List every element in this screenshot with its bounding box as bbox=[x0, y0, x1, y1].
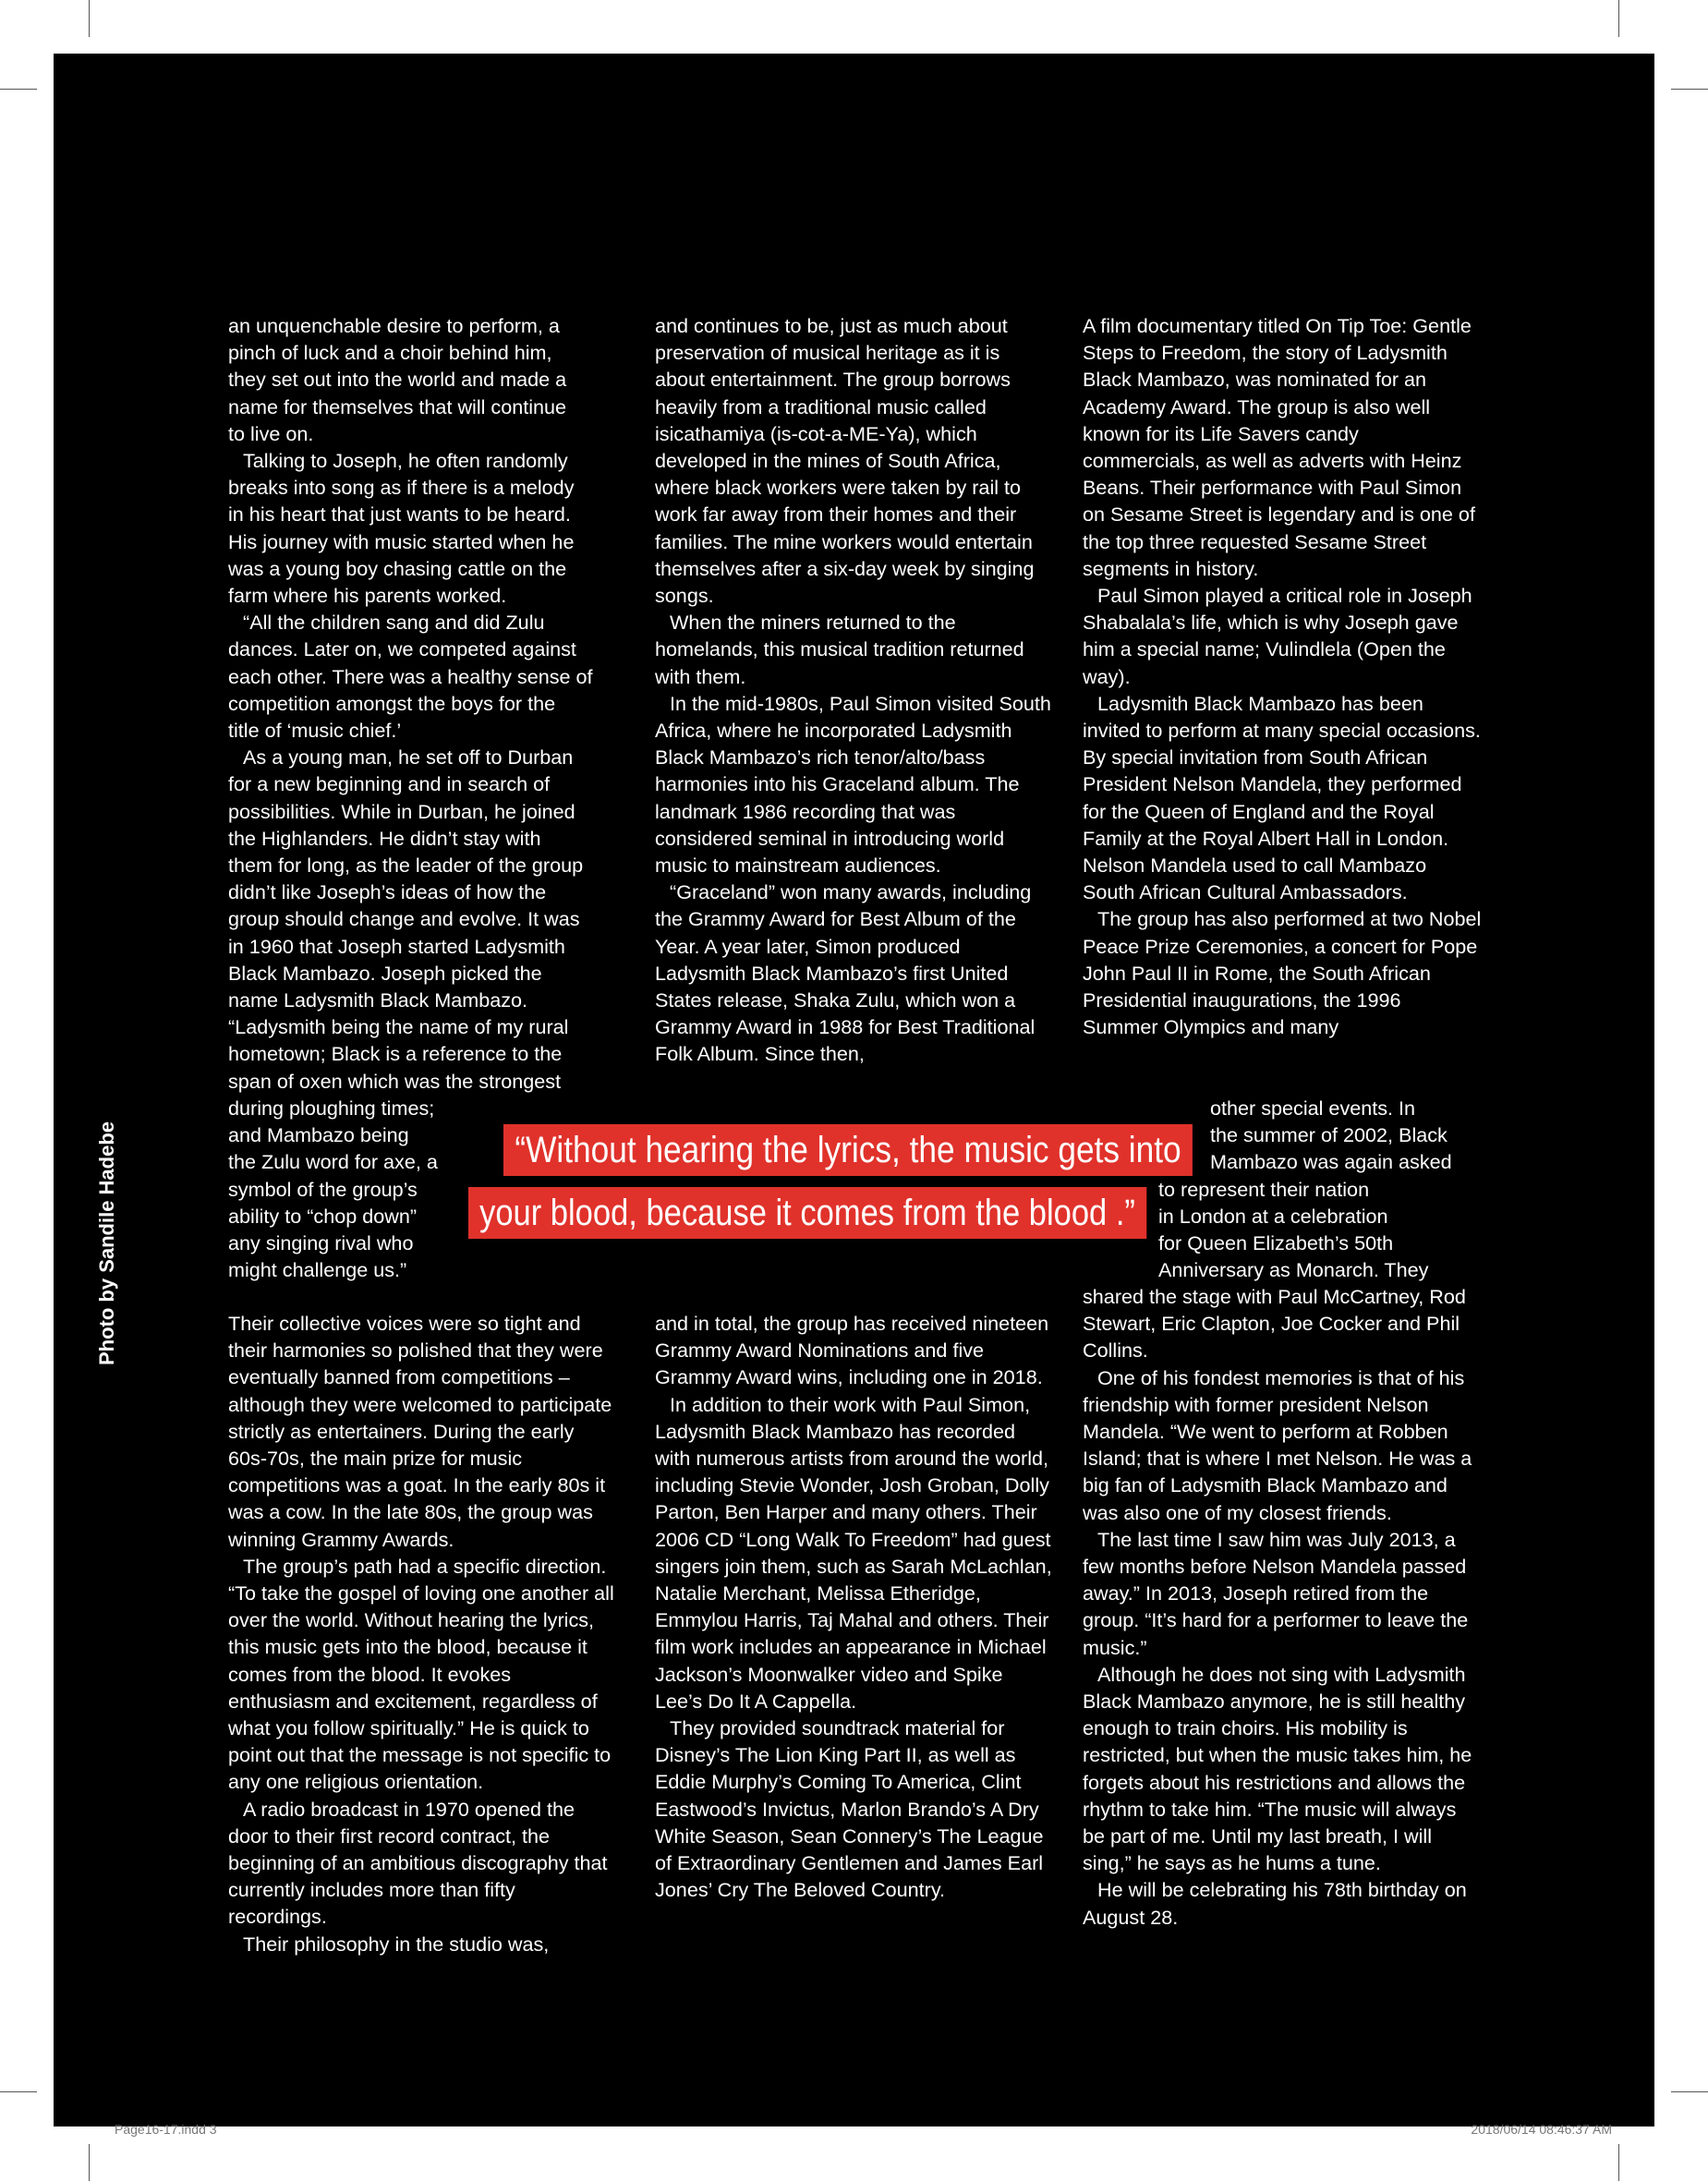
crop-mark bbox=[1618, 0, 1619, 37]
text-line: ability to “chop down” bbox=[228, 1204, 418, 1228]
text-line: to live on. bbox=[228, 421, 314, 445]
paragraph: and in total, the group has received nineteen Grammy Award Nominations and five Grammy Award wins, including one in 2018. bbox=[655, 1312, 1049, 1389]
paragraph: “Graceland” won many awards, including the Grammy Award for Best Album of the Year. A year later, Simon produced Ladysmith Black Mambazo’s first United States release, Shaka Zulu, which won a Grammy Award in 1988 for Best Traditional Folk Album. Since then, bbox=[655, 880, 1036, 1066]
paragraph: Ladysmith Black Mambazo has been invited to perform at many special occasions. By special invitation from South African President Nelson Mandela, they performed for the Queen of England and the Royal Family at the Royal Albert Hall in London. Nelson Mandela used to call Mambazo South African Cultural Ambassadors. bbox=[1083, 691, 1481, 904]
column-3-top bbox=[1083, 312, 1482, 1040]
text-line: “Ladysmith being the name of my rural bbox=[228, 1015, 569, 1039]
text-line: any singing rival who bbox=[228, 1230, 414, 1254]
article-column-3-wrap bbox=[1158, 1095, 1491, 1283]
text-line: the summer of 2002, Black bbox=[1210, 1123, 1448, 1147]
column-2-top bbox=[655, 312, 1054, 1068]
text-line: symbol of the group’s bbox=[228, 1177, 418, 1201]
text-line: name for themselves that will continue bbox=[228, 394, 567, 418]
text-line: Black Mambazo. Joseph picked the bbox=[228, 961, 542, 985]
paragraph: He will be celebrating his 78th birthday on August 28. bbox=[1083, 1878, 1467, 1929]
paragraph: Although he does not sing with Ladysmith Black Mambazo anymore, he is still healthy enough to train choirs. His mobility is restricted, but when the music takes him, he forgets about his restrictions and allows the rhythm to take him. “The music will always be part of me. Until my last breath, I will sing,” he says as he hums a tune. bbox=[1083, 1662, 1472, 1875]
text-line: to represent their nation bbox=[1158, 1177, 1370, 1201]
text-line: in London at a celebration bbox=[1158, 1204, 1388, 1228]
text-line: the Zulu word for axe, a bbox=[228, 1150, 438, 1174]
paragraph: The last time I saw him was July 2013, a few months before Nelson Mandela passed away.” In 2013, Joseph retired from the group. “It’s hard for a performer to leave the music.” bbox=[1083, 1527, 1469, 1659]
paragraph: In the mid-1980s, Paul Simon visited South Africa, where he incorporated Ladysmith Black Mambazo’s rich tenor/alto/bass harmonies into his Graceland album. The landmark 1986 recording that was considered seminal in introducing world music to mainstream audiences. bbox=[655, 691, 1051, 878]
column-1-bottom bbox=[228, 1310, 616, 1957]
text-line: in his heart that just wants to be heard. bbox=[228, 503, 571, 527]
crop-mark bbox=[1618, 2144, 1619, 2181]
pull-quote-line-1 bbox=[503, 1124, 1193, 1176]
paragraph: In addition to their work with Paul Simon, Ladysmith Black Mambazo has recorded with numerous artists from around the world, including Stevie Wonder, Josh Groban, Dolly Parton, Ben Harper and many others. Their 2006 CD “Long Walk To Freedom” had guest singers join them, such as Sarah McLachlan, Natalie Merchant, Melissa Etheridge, Emmylou Harris, Taj Mahal and others. Their film work includes an appearance in Michael Jackson’s Moonwalker video and Spike Lee’s Do It A Cappella. bbox=[655, 1392, 1052, 1713]
text-line: might challenge us.” bbox=[228, 1258, 407, 1282]
text-line: and Mambazo being bbox=[228, 1123, 409, 1147]
paragraph: A radio broadcast in 1970 opened the door to their first record contract, the beginning of an ambitious discography that currently includes more than fifty recordings. bbox=[228, 1797, 608, 1929]
article-column-1-bottom bbox=[228, 1310, 616, 1957]
text-line: other special events. In bbox=[1210, 1097, 1416, 1120]
paragraph: When the miners returned to the homelands, this musical tradition returned with them. bbox=[655, 611, 1024, 688]
text-line: group should change and evolve. It was bbox=[228, 907, 580, 931]
text-line: for Queen Elizabeth’s 50th bbox=[1158, 1231, 1394, 1255]
paragraph: Their collective voices were so tight and their harmonies so polished that they were eventually banned from competitions – although they were welcomed to participate strictly as entertainers. During the early 60s-70s, the main prize for music competitions was a goat. In the early 80s it was a cow. In the late 80s, the group was winning Grammy Awards. bbox=[228, 1312, 612, 1551]
text-line: title of ‘music chief.’ bbox=[228, 719, 402, 743]
text-line: the Highlanders. He didn’t stay with bbox=[228, 826, 541, 850]
paragraph: Paul Simon played a critical role in Joseph Shabalala’s life, which is why Joseph gave him a special name; Vulindlela (Open the way). bbox=[1083, 584, 1472, 688]
text-line: His journey with music started when he bbox=[228, 529, 575, 553]
paragraph: and continues to be, just as much about preservation of musical heritage as it is about entertainment. The group borrows heavily from a traditional music called isicathamiya (is-cot-a-ME-Ya), which developed in the mines of South Africa, where black workers were taken by rail to work far away from their homes and their families. The mine workers would entertain themselves after a six-day week by singing songs. bbox=[655, 314, 1035, 608]
crop-mark bbox=[1671, 89, 1708, 90]
paragraph: A film documentary titled On Tip Toe: Gentle Steps to Freedom, the story of Ladysmith Black Mambazo, was nominated for an Academy Award. The group is also well known for its Life Savers candy commercials, as well as adverts with Heinz Beans. Their performance with Paul Simon on Sesame Street is legendary and is one of the top three requested Sesame Street segments in history. bbox=[1083, 314, 1475, 580]
article-column-3 bbox=[1083, 312, 1482, 1040]
crop-mark bbox=[0, 89, 37, 90]
text-line: “All the children sang and did Zulu bbox=[243, 611, 545, 635]
text-line: pinch of luck and a choir behind him, bbox=[228, 341, 552, 365]
text-line: Anniversary as Monarch. They bbox=[1158, 1258, 1429, 1282]
text-line: didn’t like Joseph’s ideas of how the bbox=[228, 880, 547, 904]
paragraph: The group’s path had a specific direction. “To take the gospel of loving one another all over the world. Without hearing the lyrics, this music gets into the blood, because it comes from the blood. It evokes enthusiasm and excitement, regardless of what you follow spiritually.” He is quick to point out that the message is not specific to any one religious orientation. bbox=[228, 1554, 614, 1794]
paragraph: Their philosophy in the studio was, bbox=[243, 1932, 550, 1956]
pull-quote-line-2 bbox=[468, 1187, 1146, 1239]
text-line: an unquenchable desire to perform, a bbox=[228, 314, 560, 337]
text-line: they set out into the world and made a bbox=[228, 368, 567, 392]
crop-mark bbox=[0, 2091, 37, 2092]
slug-timestamp: 2018/06/14 08:46:37 AM bbox=[1471, 2122, 1612, 2137]
paragraph: The group has also performed at two Nobel Peace Prize Ceremonies, a concert for Pope John Paul II in Rome, the South African Presidential inaugurations, the 1996 Summer Olympics and many bbox=[1083, 907, 1482, 1039]
paragraph: One of his fondest memories is that of his friendship with former president Nelson Mandela. “We went to perform at Robben Island; that is where I met Nelson. He was a big fan of Ladysmith Black Mambazo and was also one of my closest friends. bbox=[1083, 1365, 1472, 1524]
text-line: in 1960 that Joseph started Ladysmith bbox=[228, 934, 565, 958]
paragraph: They provided soundtrack material for Disney’s The Lion King Part II, as well as Eddie Murphy’s Coming To America, Clint Eastwood’s Invictus, Marlon Brando’s A Dry White Season, Sean Connery’s The League of Extraordinary Gentlemen and James Earl Jones’ Cry The Beloved Country. bbox=[655, 1716, 1044, 1902]
pull-quote-text-1: “Without hearing the lyrics, the music gets into bbox=[515, 1130, 1181, 1170]
text-line: each other. There was a healthy sense of bbox=[228, 664, 593, 688]
text-line: possibilities. While in Durban, he joined bbox=[228, 799, 575, 823]
text-line: dances. Later on, we competed against bbox=[228, 637, 576, 661]
crop-mark bbox=[89, 0, 90, 37]
text-line: hometown; Black is a reference to the bbox=[228, 1042, 563, 1066]
pull-quote-text-2: your blood, because it comes from the blood .” bbox=[479, 1193, 1135, 1233]
text-line: Mambazo was again asked bbox=[1210, 1150, 1452, 1174]
crop-mark bbox=[89, 2144, 90, 2181]
article-column-3-bottom bbox=[1083, 1283, 1482, 1931]
paragraph: shared the stage with Paul McCartney, Rod Stewart, Eric Clapton, Joe Cocker and Phil Collins. bbox=[1083, 1285, 1466, 1363]
text-line: span of oxen which was the strongest bbox=[228, 1069, 562, 1093]
slug-filename: Page16-17.indd 3 bbox=[115, 2122, 217, 2137]
text-line: during ploughing times; bbox=[228, 1096, 435, 1120]
text-line: As a young man, he set off to Durban bbox=[243, 745, 574, 769]
text-line: competition amongst the boys for the bbox=[228, 691, 556, 715]
text-line: farm where his parents worked. bbox=[228, 584, 507, 608]
text-line: name Ladysmith Black Mambazo. bbox=[228, 988, 528, 1012]
column-2-bottom bbox=[655, 1310, 1054, 1903]
crop-mark bbox=[1671, 2091, 1708, 2092]
text-line: them for long, as the leader of the group bbox=[228, 854, 584, 878]
article-column-2 bbox=[655, 312, 1054, 1068]
article-column-2-bottom bbox=[655, 1310, 1054, 1903]
column-3-bottom bbox=[1083, 1283, 1482, 1931]
column-3-wrap bbox=[1158, 1095, 1491, 1283]
text-line: for a new beginning and in search of bbox=[228, 772, 551, 796]
photo-credit: Photo by Sandile Hadebe bbox=[95, 1121, 118, 1366]
text-line: was a young boy chasing cattle on the bbox=[228, 556, 567, 580]
text-line: Talking to Joseph, he often randomly bbox=[243, 449, 568, 473]
text-line: breaks into song as if there is a melody bbox=[228, 476, 575, 500]
